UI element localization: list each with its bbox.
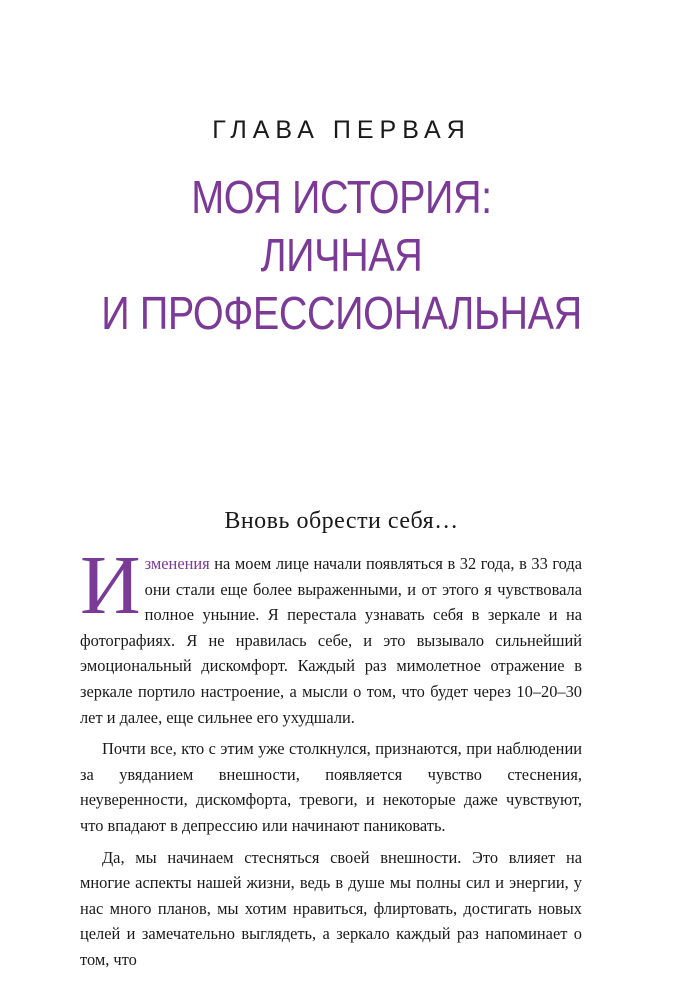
paragraph-2: Почти все, кто с этим уже столкнулся, признаются, при наблюдении за увяданием внешности, появляется чувство стеснения, неуверенности, дискомфорта, тревоги, и некоторые даже чувствуют, что впадают в депрессию или начинают паниковать. [80, 739, 582, 835]
paragraph-3: Да, мы начинаем стесняться своей внешности. Это влияет на многие аспекты нашей жизни, ведь в душе мы полны сил и энергии, у нас много планов, мы хотим нравиться, флиртовать, достигать новых целей и замечательно выглядеть, а зеркало каждый раз напоминает о том, что [80, 847, 582, 969]
chapter-title-line-2: ЛИЧНАЯ [260, 229, 423, 281]
chapter-label: ГЛАВА ПЕРВАЯ [212, 116, 471, 144]
paragraph-1 [80, 539, 582, 730]
paragraph-1-text: на моем лице начали появляться в 32 года, в 33 года они стали еще более выраженными, и от этого я чувствовала полное уныние. Я перестала узнавать себя в зеркале и на фотографиях. Я не нравилась себе, и это вызывало сильнейший эмоциональный дискомфорт. Каждый раз мимолетное отражение в зеркале портило настроение, а мысли о том, что будет через 10–20–30 лет и далее, еще сильнее его ухудшали. [80, 554, 582, 727]
chapter-title-line-3: И ПРОФЕССИОНАЛЬНАЯ [101, 287, 582, 339]
chapter-title-line-1: МОЯ ИСТОРИЯ: [191, 171, 492, 223]
lead-word: зменения [144, 554, 210, 573]
chapter-title [48, 168, 635, 342]
body-text [80, 539, 582, 979]
drop-cap: И [80, 539, 141, 632]
section-heading: Вновь обрести себя… [224, 508, 459, 534]
